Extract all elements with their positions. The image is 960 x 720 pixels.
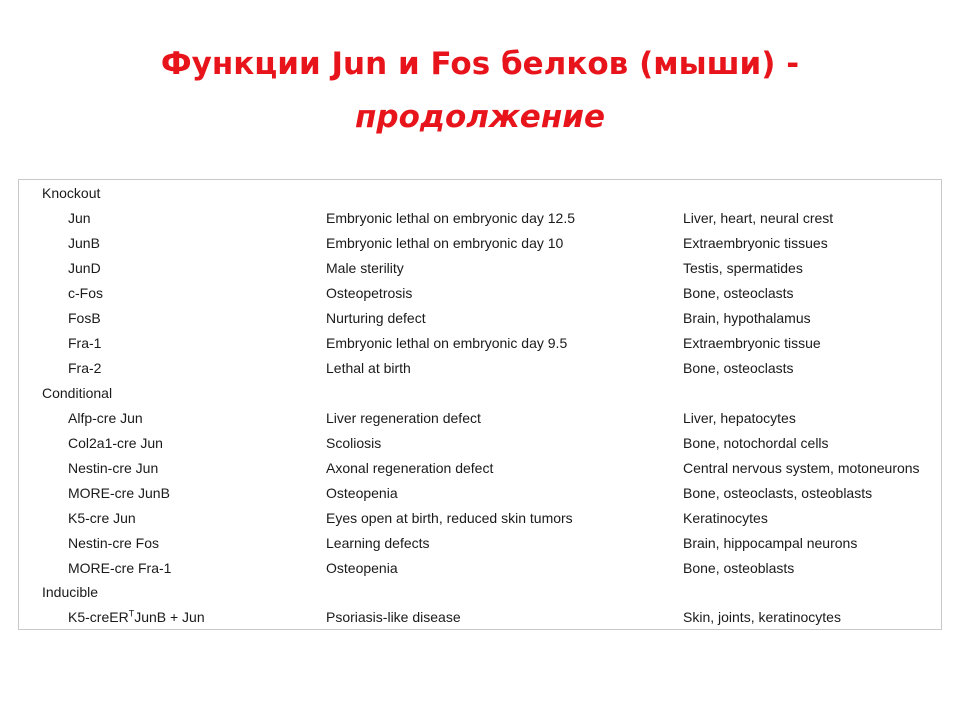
table-row	[19, 256, 941, 281]
table-row	[19, 406, 941, 431]
phenotype-cell: Scoliosis	[326, 435, 382, 451]
phenotype-cell: Learning defects	[326, 535, 430, 551]
table-row	[19, 331, 941, 356]
gene-cell	[68, 605, 205, 630]
gene-cell: MORE-cre JunB	[68, 485, 170, 501]
table-row	[19, 506, 941, 531]
table-row	[19, 281, 941, 306]
tissue-cell: Skin, joints, keratinocytes	[683, 609, 841, 625]
phenotype-cell: Liver regeneration defect	[326, 410, 481, 426]
table-row	[19, 605, 941, 630]
section-label: Inducible	[42, 584, 99, 600]
tissue-cell: Liver, hepatocytes	[683, 410, 796, 426]
gene-cell: Fra-1	[68, 335, 102, 351]
gene-cell: MORE-cre Fra-1	[68, 560, 172, 576]
gene-cell: c-Fos	[68, 285, 103, 301]
tissue-cell: Bone, osteoclasts	[683, 360, 794, 376]
tissue-cell: Bone, osteoblasts	[683, 560, 795, 576]
section-header-inducible	[19, 580, 941, 605]
tissue-cell: Brain, hypothalamus	[683, 310, 811, 326]
phenotype-cell: Nurturing defect	[326, 310, 426, 326]
gene-cell: Nestin-cre Jun	[68, 460, 159, 476]
tissue-cell: Liver, heart, neural crest	[683, 210, 834, 226]
phenotype-cell: Embryonic lethal on embryonic day 10	[326, 235, 564, 251]
phenotype-cell: Osteopenia	[326, 560, 398, 576]
phenotype-cell: Embryonic lethal on embryonic day 9.5	[326, 335, 568, 351]
gene-prefix: K5-creER	[68, 609, 129, 625]
phenotype-cell: Axonal regeneration defect	[326, 460, 494, 476]
tissue-cell: Keratinocytes	[683, 510, 768, 526]
table-row	[19, 481, 941, 506]
table-row	[19, 356, 941, 381]
gene-superscript: T	[128, 608, 135, 619]
tissue-cell: Brain, hippocampal neurons	[683, 535, 858, 551]
phenotype-cell: Eyes open at birth, reduced skin tumors	[326, 510, 573, 526]
phenotype-cell: Male sterility	[326, 260, 404, 276]
slide-title-line1: Функции Jun и Fos белков (мыши) -	[160, 46, 800, 82]
phenotype-cell: Psoriasis-like disease	[326, 609, 461, 625]
gene-cell: JunD	[68, 260, 101, 276]
table-row	[19, 231, 941, 256]
tissue-cell: Extraembryonic tissue	[683, 335, 821, 351]
table-row	[19, 531, 941, 556]
slide-title	[0, 38, 960, 144]
phenotype-cell: Embryonic lethal on embryonic day 12.5	[326, 210, 576, 226]
gene-cell: Fra-2	[68, 360, 102, 376]
phenotype-cell: Osteopenia	[326, 485, 398, 501]
gene-cell: FosB	[68, 310, 101, 326]
gene-cell: JunB	[68, 235, 100, 251]
phenotype-cell: Osteopetrosis	[326, 285, 413, 301]
table-row	[19, 431, 941, 456]
section-label: Conditional	[42, 385, 113, 401]
tissue-cell: Bone, osteoclasts, osteoblasts	[683, 485, 873, 501]
tissue-cell: Bone, notochordal cells	[683, 435, 829, 451]
gene-cell: Nestin-cre Fos	[68, 535, 160, 551]
section-label: Knockout	[42, 185, 101, 201]
tissue-cell: Central nervous system, motoneurons	[683, 460, 920, 476]
table-row	[19, 206, 941, 231]
gene-cell: Alfp-cre Jun	[68, 410, 143, 426]
gene-cell: K5-cre Jun	[68, 510, 136, 526]
gene-suffix: JunB + Jun	[134, 609, 205, 625]
table-row	[19, 456, 941, 481]
section-header-knockout	[19, 181, 941, 206]
tissue-cell: Bone, osteoclasts	[683, 285, 794, 301]
tissue-cell: Extraembryonic tissues	[683, 235, 828, 251]
gene-cell: Col2a1-cre Jun	[68, 435, 163, 451]
phenotype-cell: Lethal at birth	[326, 360, 411, 376]
table-row	[19, 306, 941, 331]
phenotype-table	[18, 179, 942, 630]
gene-cell: Jun	[68, 210, 91, 226]
table-row	[19, 556, 941, 581]
tissue-cell: Testis, spermatides	[683, 260, 803, 276]
section-header-conditional	[19, 381, 941, 406]
slide-title-line2: продолжение	[355, 99, 605, 135]
